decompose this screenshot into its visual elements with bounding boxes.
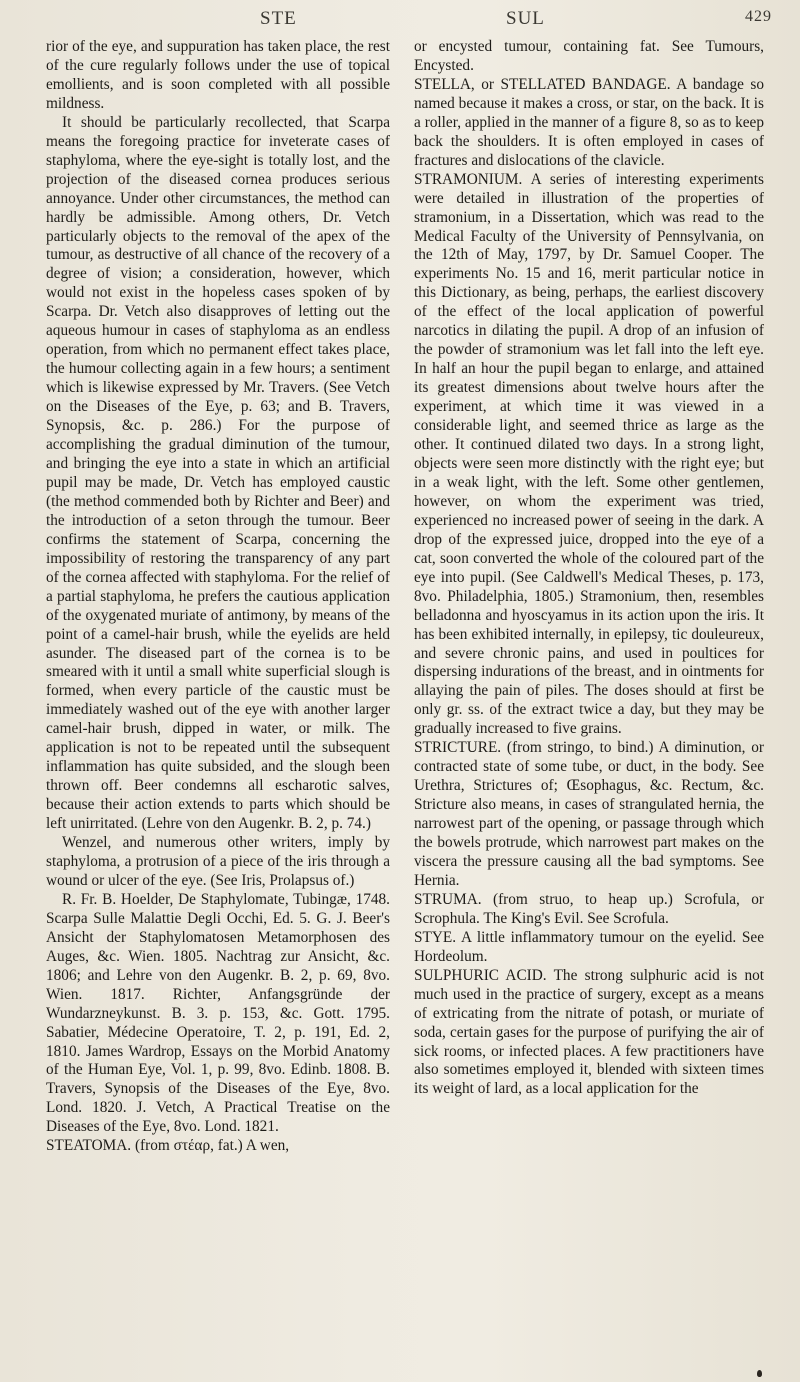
entry-stella-bandage: STELLA, or STELLATED BANDAGE. A bandage so named because it makes a cross, or star, on the back. It is a roller, applied in the manner of a figure 8, so as to keep back the shoulders. It is often employed in cases of fractures and dislocations of the clavicle. <box>414 75 764 169</box>
page-number: 429 <box>745 8 772 25</box>
running-head-right: SUL <box>506 8 545 29</box>
running-head <box>0 6 800 36</box>
entry-stye: STYE. A little inflammatory tumour on the eyelid. See Hordeolum. <box>414 928 764 965</box>
entry-steatoma: STEATOMA. (from στέαρ, fat.) A wen, <box>46 1137 290 1155</box>
page-mark <box>757 1370 762 1377</box>
entry-stricture: STRICTURE. (from stringo, to bind.) A diminution, or contracted state of some tube, or duct, in the body. See Urethra, Strictures of; Œsophagus, &c. Rectum, &c. Stricture also means, in cases of strangulated hernia, the narrowest part of the opening, or passage through which the bowels protrude, which narrowest part makes on the viscera the pressure causing all the bad symptoms. See Hernia. <box>414 739 764 889</box>
paragraph-staphyloma-references: R. Fr. B. Hoelder, De Staphylomate, Tubingæ, 1748. Scarpa Sulle Malattie Degli Occhi, Ed. 5. G. J. Beer's Ansicht der Staphylomatosen Metamorphosen des Auges, &c. Wien. 1805. Nachtrag zur Ansicht, &c. 1806; and Lehre von den Augenkr. B. 2, p. 69, 8vo. Wien. 1817. Richter, Anfangsgründe der Wundarzneykunst. B. 3. p. 153, &c. Gott. 1795. Sabatier, Médecine Operatoire, T. 2, p. 191, Ed. 2, 1810. James Wardrop, Essays on the Morbid Anatomy of the Human Eye, Vol. 1, p. 99, 8vo. Edinb. 1808. B. Travers, Synopsis of the Diseases of the Eye, 8vo. Lond. 1820. J. Vetch, A Practical Treatise on the Diseases of the Eye, 8vo. Lond. 1821. <box>46 890 390 1136</box>
entry-struma: STRUMA. (from struo, to heap up.) Scrofula, or Scrophula. The King's Evil. See Scrofula. <box>414 890 764 927</box>
paragraph-staphyloma-cure: rior of the eye, and suppuration has taken place, the rest of the cure regularly follows under the use of topical emollients, and is soon completed with all possible mildness. <box>46 38 390 112</box>
entry-stramonium: STRAMONIUM. A series of interesting experiments were detailed in illustration of the properties of stramonium, in a Dissertation, which was read to the Medical Faculty of the University of Pennsylvania, on the 12th of May, 1797, by Dr. Samuel Cooper. The experiments No. 15 and 16, merit particular notice in this Dictionary, as being, perhaps, the earliest discovery of the effect of the local application of powerful narcotics in dilating the pupil. A drop of an infusion of the powder of stramonium was let fall into the left eye. In half an hour the pupil began to enlarge, and attained its greatest dimensions about twelve hours after the experiment, at which time it was viewed in a considerable light, and seemed thrice as large as the other. It continued dilated two days. In a strong light, objects were seen more distinctly with the right eye; but in a weak light, with the left. Some other gentlemen, however, on whom the experiment was tried, experienced no increased power of seeing in the dark. A drop of the expressed juice, dropped into the eye of a cat, soon converted the whole of the coloured part of the eye into pupil. (See Caldwell's Medical Theses, p. 173, 8vo. Philadelphia, 1805.) Stramonium, then, resembles belladonna and hyoscyamus in its action upon the iris. It has been exhibited internally, in epilepsy, tic douleureux, and severe chronic pains, and used in poultices for dispersing indurations of the breast, and in ointments for allaying the pain of piles. The doses should at first be only gr. ss. of the extract twice a day, but they may be gradually increased to five grains. <box>414 170 764 738</box>
paragraph-steatoma-continued: or encysted tumour, containing fat. See Tumours, Encysted. <box>414 38 764 74</box>
right-column <box>414 38 764 1099</box>
running-head-left: STE <box>260 8 297 29</box>
paragraph-staphyloma-wenzel: Wenzel, and numerous other writers, imply by staphyloma, a protrusion of a piece of the iris through a wound or ulcer of the eye. (See Iris, Prolapsus of.) <box>46 834 390 889</box>
paragraph-staphyloma-scarpa: It should be particularly recollected, that Scarpa means the foregoing practice for inveterate cases of staphyloma, where the eye-sight is totally lost, and the projection of the diseased cornea produces serious annoyance. Under other circumstances, the method can hardly be admissible. Among others, Dr. Vetch particularly objects to the removal of the apex of the tumour, as destructive of all chance of the recovery of a degree of vision; a consideration, however, which would not exist in the hopeless cases spoken of by Scarpa. Dr. Vetch also disapproves of letting out the aqueous humour in cases of staphyloma as an endless operation, from which no permanent effect takes place, the humour collecting again in a few hours; a sentiment which is likewise expressed by Mr. Travers. (See Vetch on the Diseases of the Eye, p. 63; and B. Travers, Synopsis, &c. p. 286.) For the purpose of accomplishing the gradual diminution of the tumour, and bringing the eye into a state in which an artificial pupil may be made, Dr. Vetch has employed caustic (the method commended both by Richter and Beer) and the introduction of a seton through the tumour. Beer confirms the statement of Scarpa, concerning the impossibility of restoring the transparency of any part of the cornea affected with staphyloma. For the relief of a partial staphyloma, he prefers the cautious application of the oxygenated muriate of antimony, by means of the point of a camel-hair brush, while the eyelids are held asunder. The diseased part of the cornea is to be smeared with it until a small white superficial slough is formed, when every particle of the caustic must be immediately washed out of the eye with another larger camel-hair brush, dipped in water, or milk. The application is not to be repeated until the subsequent inflammation has quite subsided, and the slough been thrown off. Beer condemns all escharotic salves, because their action extends to parts which should be left unirritated. (Lehre von den Augenkr. B. 2, p. 74.) <box>46 113 390 833</box>
left-column <box>46 38 390 1156</box>
entry-sulphuric-acid: SULPHURIC ACID. The strong sulphuric acid is not much used in the practice of surgery, except as a means of extricating from the nitrate of potash, or muriate of soda, certain gases for the purpose of purifying the air of sick rooms, or infected places. A few practitioners have also sometimes employed it, blended with sixteen times its weight of lard, as a local application for the <box>414 966 764 1098</box>
